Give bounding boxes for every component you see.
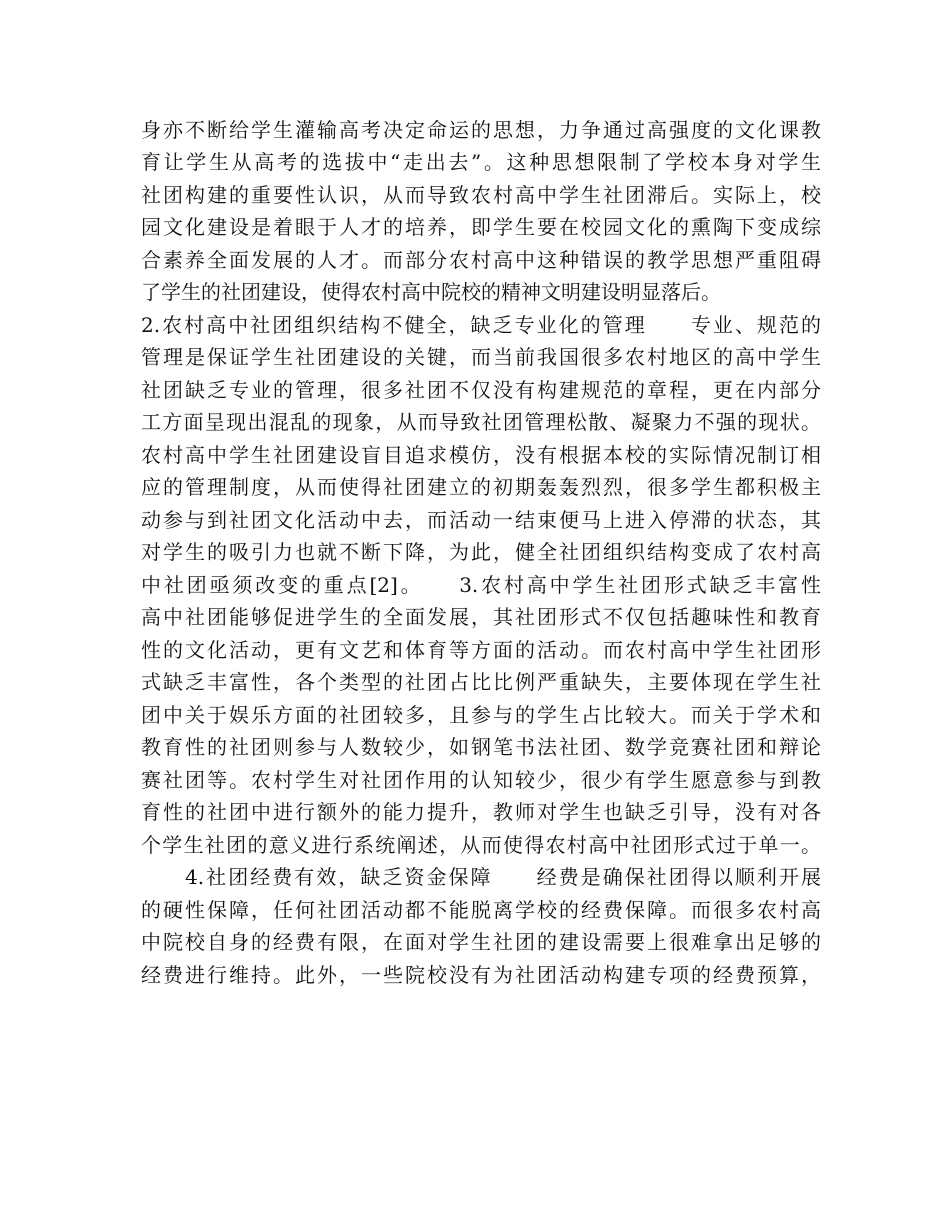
text-line: 应的管理制度，从而使得社团建立的初期轰轰烈烈，很多学生都积极主: [141, 475, 821, 499]
text-line: 社团构建的重要性认识，从而导致农村高中学生社团滞后。实际上，校: [141, 183, 821, 207]
text-line: 教育性的社团则参与人数较少，如钢笔书法社团、数学竞赛社团和辩论: [141, 735, 821, 759]
text-line: 管理是保证学生社团建设的关键，而当前我国很多农村地区的高中学生: [141, 345, 821, 369]
text-line: 了学生的社团建设，使得农村高中院校的精神文明建设明显落后。: [141, 280, 721, 304]
text-line: 育性的社团中进行额外的能力提升，教师对学生也缺乏引导，没有对各: [141, 800, 821, 824]
text-line: 个学生社团的意义进行系统阐述，从而使得农村高中社团形式过于单一。: [141, 833, 821, 857]
text-line: 动参与到社团文化活动中去，而活动一结束便马上进入停滞的状态，其: [141, 508, 821, 532]
text-line: 中社团亟须改变的重点[2]。 3.农村高中学生社团形式缺乏丰富性: [141, 573, 821, 597]
text-line: 对学生的吸引力也就不断下降，为此，健全社团组织结构变成了农村高: [141, 540, 821, 564]
text-line: 赛社团等。农村学生对社团作用的认知较少，很少有学生愿意参与到教: [141, 768, 821, 792]
text-line: 育让学生从高考的选拔中“走出去”。这种思想限制了学校本身对学生: [141, 150, 821, 174]
text-line: 中院校自身的经费有限，在面对学生社团的建设需要上很难拿出足够的: [141, 930, 821, 954]
text-line: 高中社团能够促进学生的全面发展，其社团形式不仅包括趣味性和教育: [141, 605, 821, 629]
text-line: 4.社团经费有效，缺乏资金保障 经费是确保社团得以顺利开展: [141, 865, 821, 889]
text-line: 农村高中学生社团建设盲目追求模仿，没有根据本校的实际情况制订相: [141, 443, 821, 467]
text-line: 合素养全面发展的人才。而部分农村高中这种错误的教学思想严重阻碍: [141, 248, 821, 272]
text-line: 团中关于娱乐方面的社团较多，且参与的学生占比较大。而关于学术和: [141, 703, 821, 727]
text-line: 的硬性保障，任何社团活动都不能脱离学校的经费保障。而很多农村高: [141, 898, 821, 922]
text-line: 身亦不断给学生灌输高考决定命运的思想，力争通过高强度的文化课教: [141, 118, 821, 142]
text-line: 工方面呈现出混乱的现象，从而导致社团管理松散、凝聚力不强的现状。: [141, 410, 821, 434]
text-line: 2.农村高中社团组织结构不健全，缺乏专业化的管理 专业、规范的: [141, 313, 821, 337]
text-line: 式缺乏丰富性，各个类型的社团占比比例严重缺失，主要体现在学生社: [141, 670, 821, 694]
text-line: 性的文化活动，更有文艺和体育等方面的活动。而农村高中学生社团形: [141, 638, 821, 662]
text-line: 社团缺乏专业的管理，很多社团不仅没有构建规范的章程，更在内部分: [141, 378, 821, 402]
text-line: 经费进行维持。此外，一些院校没有为社团活动构建专项的经费预算，: [141, 963, 821, 987]
text-line: 园文化建设是着眼于人才的培养，即学生要在校园文化的熏陶下变成综: [141, 215, 821, 239]
